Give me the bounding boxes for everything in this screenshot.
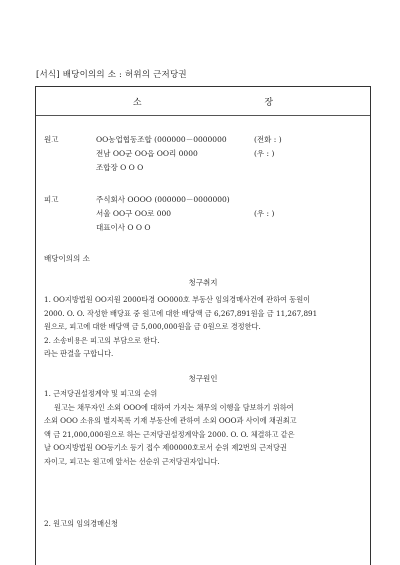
defendant-representative: 대표이사 O O O [96, 223, 151, 232]
plaintiff-block [44, 133, 364, 177]
claim-line: 라는 판결을 구합니다. [44, 349, 114, 358]
defendant-role: 피고 [44, 195, 59, 204]
cause-body [44, 387, 362, 468]
plaintiff-representative: 조합장 O O O [96, 163, 144, 172]
plaintiff-phone: (전화 : ) [254, 135, 282, 144]
defendant-zip: (우 : ) [254, 209, 275, 218]
claim-body [44, 293, 362, 361]
cause-heading: 청구원인 [188, 374, 218, 383]
form-label: [서식] 배당이의의 소 : 허위의 근저당권 [36, 70, 187, 80]
document-title: 소 장 [132, 98, 334, 108]
next-section-heading: 2. 원고의 임의경매신청 [44, 519, 118, 528]
plaintiff-role: 원고 [44, 135, 59, 144]
plaintiff-name: OO농업협동조합 (000000－0000000 [96, 135, 227, 144]
defendant-address: 서울 OO구 OO로 000 [96, 209, 172, 218]
claim-line: 원으로, 피고에 대한 배당액 금 5,000,000원을 금 0원으로 경정한다. [44, 322, 261, 331]
plaintiff-address: 전남 OO군 OO읍 OO리 0000 [96, 149, 198, 158]
cause-subheading: 1. 근저당권설정계약 및 피고의 순위 [44, 389, 158, 398]
claim-line: 2. 소송비용은 피고의 부담으로 한다. [44, 335, 160, 345]
case-name: 배당이의의 소 [44, 254, 90, 263]
complaint-document [35, 86, 371, 565]
plaintiff-zip: (우 : ) [254, 149, 275, 158]
claim-line: 1. OO지방법원 OO지원 2000타경 OO000호 부동산 임의경매사건에 관하여 동원이 [44, 295, 311, 304]
cause-line: 액 금 21,000,000원으로 하는 근저당권설정계약을 2000. O. O. 체결하고 같은 [44, 429, 295, 439]
defendant-block [44, 193, 364, 237]
claim-heading: 청구취지 [188, 278, 218, 287]
defendant-name: 주식회사 OOOO (000000－0000000) [96, 195, 230, 204]
cause-line: 원고는 채무자인 소외 OOO에 대하여 가지는 채무의 이행을 담보하기 위하여 [54, 402, 294, 412]
cause-line: 날 OO지방법원 OO등기소 등기 접수 제00000호로서 순위 제2번의 근저당권 [44, 443, 287, 452]
cause-line: 소외 OOO 소유의 별지목록 기재 부동산에 관하여 소외 OOO과 사이에 채권최고 [44, 416, 297, 425]
claim-line: 2000. O. O. 작성한 배당표 중 원고에 대한 배당액 금 6,267,891원을 금 11,267,891 [44, 308, 318, 318]
cause-line: 자이고, 피고는 원고에 앞서는 선순위 근저당권자입니다. [44, 456, 220, 466]
title-divider [36, 115, 370, 116]
